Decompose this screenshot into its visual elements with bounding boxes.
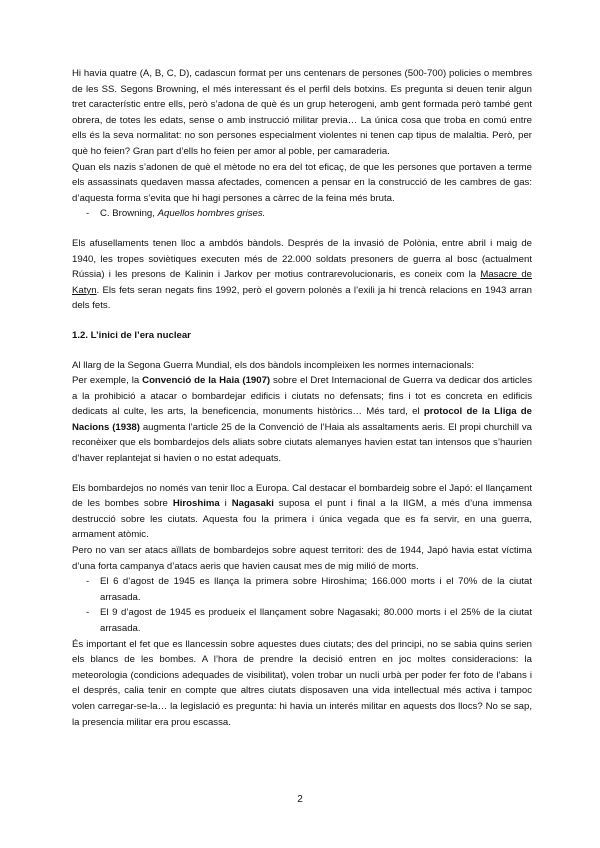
paragraph-japan-bombing [72, 481, 532, 543]
japan-text-c: suposa el punt i final a la IIGM, a més d’una immensa destrucció sobre les ciutats. Aquesta fou la primera i única vegada que es fa servir, en una guerra, armament atòmic. [72, 498, 532, 541]
citation-author: C. Browning, [100, 208, 158, 220]
bombing-list [72, 574, 532, 636]
citation-list [72, 206, 532, 222]
paragraph-international-norms: Al llarg de la Segona Guerra Mundial, els dos bàndols incompleixen les normes internacionals: [72, 359, 475, 371]
paragraph-target-choice: És important el fet que es llancessin sobre aquestes dues ciutats; des del principi, no se sabia quins serien els blancs de les bombes. A l’hora de prendre la decisió entren en joc moltes consideracions: la meteorologia (condicions adequades de visibilitat), volen trobar un nucli urbà per poder fer foto de l’abans i el després, calia tenir en compte que altres ciutats disposaven una vida intellectual més activa i tampoc volen carregar-se-la… la legislació es pregunta: hi havia un interés militar en aquests dos llocs? No se sap, la presencia militar era prou escassa. [72, 638, 532, 728]
japan-text-a: Els bombardejos no només van tenir lloc a Europa. Cal destacar el bombardeig sobre el Japó: el llançament de les bombes sobre [72, 482, 532, 510]
haia-text-c: augmenta l’article 25 de la Convenció de l’Haia als assaltaments aeris. El propi churchill va reconèixer que els bombardejos dels aliats sobre ciutats alemanyes havien estat tan intensos que s’haurien d’haver replantejat si havien o no estat adequats. [72, 421, 533, 465]
hiroshima-bold: Hiroshima [172, 498, 220, 510]
haia-text-a: Per exemple, la [72, 375, 143, 387]
katyn-text-b: . Els fets seran negats fins 1992, però el govern polonès a l’exili ja hi trencà relacions en 1943 arran dels fets. [72, 284, 532, 312]
citation-title: Aquellos hombres grises. [157, 208, 266, 220]
citation-item [72, 206, 532, 222]
katyn-text-a: Els afusellaments tenen lloc a ambdós bàndols. Després de la invasió de Polònia, entre abril i maig de 1940, les tropes soviètiques executen més de 22.000 soldats presoners de guerra al bosc (actualment Rússia) i les presons de Kalinin i Jarkov per motius contrarevolucionaris, es coneix com la [72, 237, 532, 281]
bombing-item-nagasaki: - El 9 d’agost de 1945 es produeix el llançament sobre Nagasaki; 80.000 morts i el 25% de la ciutat arrasada. [72, 605, 532, 636]
japan-text-b: i [219, 498, 232, 510]
paragraph-gas-chambers: Quan els nazis s’adonen de què el mètode no era del tot eficaç, de que les persones que portaven a terme els assassinats quedaven massa afectades, comencen a pensar en la construcció de les cambres de gas: d’aquesta forma s’evita que hi hagi persones a càrrec de la feina més bruta. [72, 161, 532, 204]
section-heading: 1.2. L’inici de l’era nuclear [72, 329, 191, 341]
document-page [72, 66, 532, 730]
paragraph-katyn [72, 236, 532, 314]
paragraph-air-campaign: Pero no van ser atacs aïllats de bombardejos sobre aquest territori: des de 1944, Japó havia estat víctima d’una forta campanya d’atacs aeris que havien causat mes de mig milió de morts. [72, 545, 532, 572]
haia-bold-1: Convenció de la Haia (1907) [142, 375, 271, 387]
paragraph-haia-convention [72, 373, 532, 467]
katyn-link[interactable]: Masacre de Katyn [72, 269, 533, 296]
haia-text-b: sobre el Dret Internacional de Guerra va dedicar dos articles a la prohibició a atacar o bombardejar edificis i ciutats no defensats; fins i tot es concreta en edificis dedicats al culte, les arts, la beneficencia, monuments històrics… Més tard, el [72, 375, 532, 418]
paragraph-browning-groups: Hi havia quatre (A, B, C, D), cadascun format per uns centenars de persones (500-700) policies o membres de les SS. Segons Browning, el més interessant és el perfil dels botxins. Es pregunta si deuen tenir algun tret característic entre ells, però s’adona de què és un grup heterogeni, amb gent formada però també gent obrera, de totes les edats, sense o amb instrucció militar previa… La única cosa que troba en comú entre ells és la seva normalitat: no son persones especialment violentes ni tenen cap tipus de malaltia. Però, per què ho feien? Gran part d’ells ho feien per amor al poble, per camaraderia. [72, 68, 532, 157]
bombing-item-hiroshima: - El 6 d’agost de 1945 es llança la primera sobre Hiroshima; 166.000 morts i el 70% de la ciutat arrasada. [72, 574, 532, 605]
haia-bold-2: protocol de la Lliga de Nacions (1938) [72, 406, 533, 433]
page-number: 2 [297, 794, 303, 805]
nagasaki-bold: Nagasaki [231, 498, 274, 510]
